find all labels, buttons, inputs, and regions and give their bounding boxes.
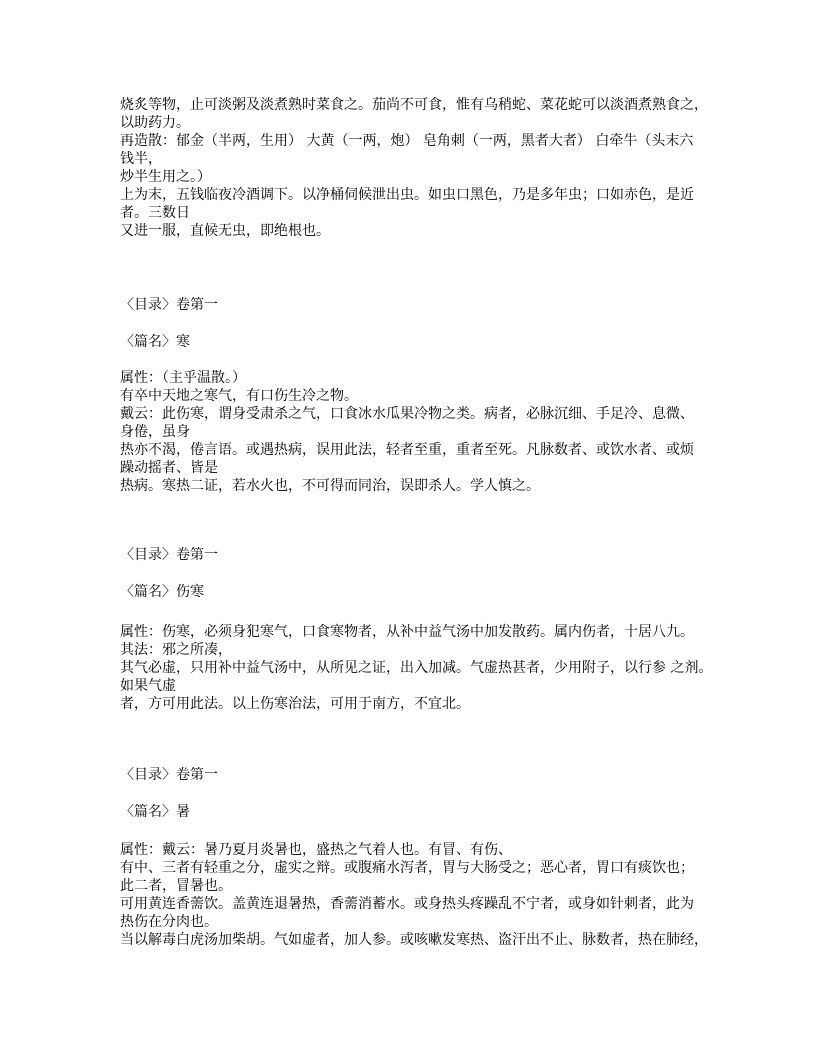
catalog-heading: 〈目录〉卷第一	[120, 767, 218, 783]
text-line: 炒半生用之。）	[120, 169, 211, 185]
text-line: 属性：（主乎温散。）	[120, 370, 246, 386]
text-line: 钱半，	[120, 151, 162, 167]
catalog-heading: 〈目录〉卷第一	[120, 547, 218, 563]
text-line: 其法：邪之所凑，	[120, 642, 232, 658]
text-line: 热伤在分肉也。	[120, 914, 218, 930]
section-title: 〈篇名〉寒	[120, 334, 190, 350]
text-line: 再造散：郁金（半两，生用） 大黄（一两，炮） 皂角刺（一两，黑者大者） 白牵牛（头末六	[120, 133, 694, 149]
text-line: 有卒中天地之寒气，有口伤生冷之物。	[120, 388, 358, 404]
text-line: 又进一服，直候无虫，即绝根也。	[120, 223, 330, 239]
text-line: 属性：戴云：暑乃夏月炎暑也，盛热之气着人也。有冒、有伤、	[120, 842, 512, 858]
text-line: 身倦，虽身	[120, 424, 190, 440]
text-line: 上为末，五钱临夜冷酒调下。以净桶伺候泄出虫。如虫口黑色，乃是多年虫；口如赤色，是近	[120, 187, 694, 203]
text-line: 热亦不渴，倦言语。或遇热病，误用此法，轻者至重，重者至死。凡脉数者、或饮水者、或烦	[120, 442, 694, 458]
text-line: 热病。寒热二证，若水火也，不可得而同治，误即杀人。学人慎之。	[120, 478, 540, 494]
text-line: 可用黄连香薷饮。盖黄连退暑热，香薷消蓄水。或身热头疼躁乱不宁者，或身如针刺者，此为	[120, 896, 694, 912]
text-line: 戴云：此伤寒，谓身受肃杀之气，口食冰水瓜果冷物之类。病者，必脉沉细、手足冷、息微、	[120, 406, 694, 422]
catalog-heading: 〈目录〉卷第一	[120, 297, 218, 313]
text-line: 以助药力。	[120, 115, 190, 131]
text-line: 者。三数日	[120, 205, 190, 221]
section-title: 〈篇名〉伤寒	[120, 584, 204, 600]
text-line: 当以解毒白虎汤加柴胡。气如虚者，加人参。或咳嗽发寒热、盗汗出不止、脉数者，热在肺经，	[120, 932, 708, 948]
text-line: 其气必虚，只用补中益气汤中，从所见之证，出入加减。气虚热甚者，少用附子，以行参 之剂。	[120, 660, 713, 676]
text-line: 如果气虚	[120, 678, 176, 694]
section-title: 〈篇名〉暑	[120, 804, 190, 820]
text-line: 属性：伤寒，必须身犯寒气，口食寒物者，从补中益气汤中加发散药。属内伤者，十居八九。	[120, 624, 694, 640]
text-line: 者，方可用此法。以上伤寒治法，可用于南方，不宜北。	[120, 696, 470, 712]
text-line: 有中、三者有轻重之分，虚实之辩。或腹痛水泻者，胃与大肠受之；恶心者，胃口有痰饮也；	[120, 860, 694, 876]
text-line: 烧炙等物，止可淡粥及淡煮熟时菜食之。茄尚不可食，惟有乌稍蛇、菜花蛇可以淡酒煮熟食之，	[120, 97, 708, 113]
text-line: 躁动摇者、皆是	[120, 460, 218, 476]
text-line: 此二者，冒暑也。	[120, 878, 232, 894]
